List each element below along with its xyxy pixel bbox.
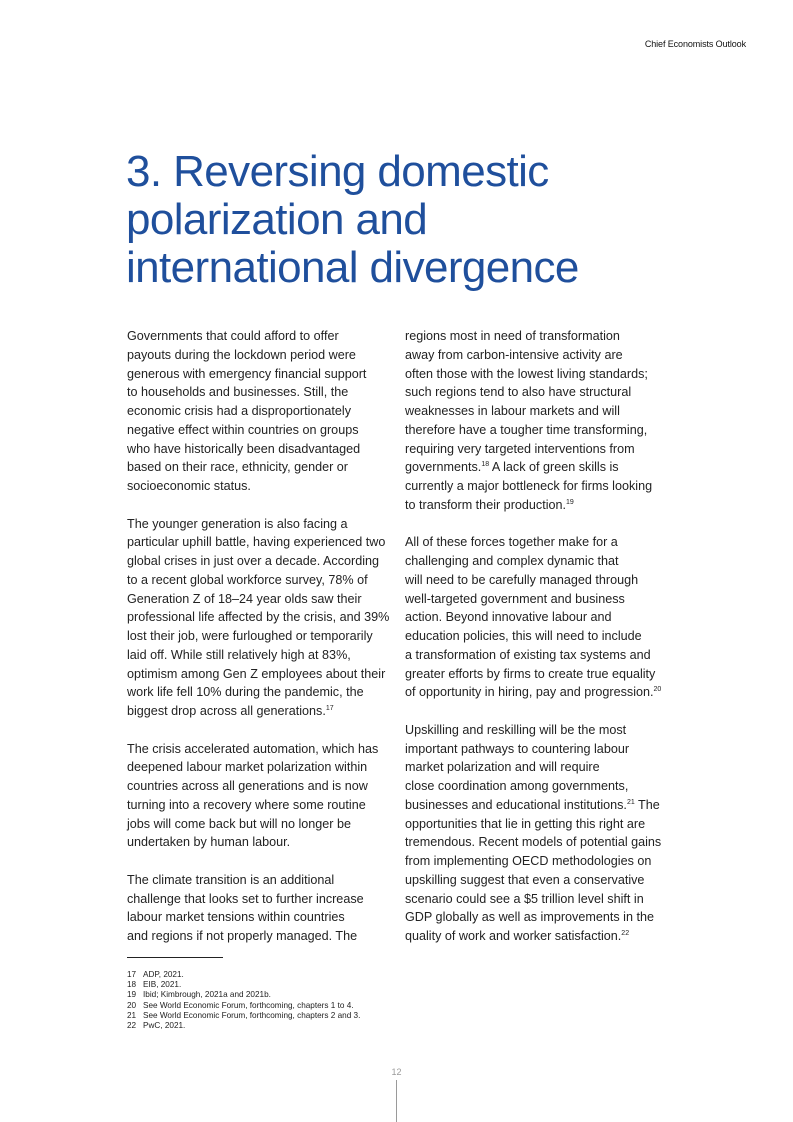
text-line xyxy=(405,683,675,702)
footnote-text: PwC, 2021. xyxy=(143,1021,186,1031)
text-line: All of these forces together make for a xyxy=(405,535,618,550)
footnotes xyxy=(127,970,360,1031)
footnote-text: See World Economic Forum, forthcoming, chapters 1 to 4. xyxy=(143,1000,354,1010)
text-fragment: quality of work and worker satisfaction. xyxy=(405,929,622,943)
footnote-ref-22[interactable]: 22 xyxy=(621,930,630,937)
paragraph-automation xyxy=(127,740,397,853)
paragraph-forces-together xyxy=(405,533,675,702)
footnote-text: ADP, 2021. xyxy=(143,970,184,979)
text-line: to a recent global workforce survey, 78% of xyxy=(127,572,368,587)
text-line: generous with emergency financial support xyxy=(127,366,367,381)
left-column xyxy=(127,327,397,965)
footnote-21 xyxy=(127,1011,360,1021)
text-line: and regions if not properly managed. The xyxy=(127,929,358,943)
text-line: away from carbon-intensive activity are xyxy=(405,347,623,362)
text-line: payouts during the lockdown period were xyxy=(127,347,356,362)
text-line: optimism among Gen Z employees about their xyxy=(127,666,386,681)
text-fragment: businesses and educational institutions. xyxy=(405,797,627,812)
text-line: upskilling suggest that even a conservative xyxy=(405,872,645,887)
page-number: 12 xyxy=(391,1067,402,1077)
text-line: global crises in just over a decade. According xyxy=(127,554,380,568)
footnote-18 xyxy=(127,980,360,990)
text-line: laid off. While still relatively high at 83%, xyxy=(127,647,351,662)
text-line: economic crisis had a disproportionately xyxy=(127,404,352,418)
text-line: important pathways to countering labour xyxy=(405,741,630,756)
text-line: GDP globally as well as improvements in the xyxy=(405,910,654,925)
text-line: to households and businesses. Still, the xyxy=(127,385,349,400)
footnote-number: 17 xyxy=(127,970,137,979)
text-line: scenario could see a $5 trillion level shift in xyxy=(405,891,644,906)
section-title-line: international divergence xyxy=(126,243,579,292)
footnote-20 xyxy=(127,1001,360,1011)
text-fragment: A lack of green skills is xyxy=(489,460,619,475)
text-line: The younger generation is also facing a xyxy=(127,516,348,531)
page-number-rule xyxy=(396,1080,397,1122)
text-line: Generation Z of 18–24 year olds saw their xyxy=(127,591,362,606)
footnote-number: 19 xyxy=(127,990,137,1000)
text-line: Upskilling and reskilling will be the most xyxy=(405,722,627,737)
text-line: who have historically been disadvantaged xyxy=(127,441,361,456)
footnote-text: See World Economic Forum, forthcoming, chapters 2 and 3. xyxy=(143,1010,361,1020)
text-fragment: governments. xyxy=(405,460,482,475)
text-fragment: The xyxy=(634,797,660,812)
text-line: market polarization and will require xyxy=(405,760,600,775)
text-line: therefore have a tougher time transforming, xyxy=(405,422,648,437)
text-fragment: to transform their production. xyxy=(405,497,566,512)
text-fragment: of opportunity in hiring, pay and progression. xyxy=(405,685,654,700)
footnote-number: 21 xyxy=(127,1010,137,1020)
text-line: from implementing OECD methodologies on xyxy=(405,854,652,868)
paragraph-climate-transition xyxy=(127,871,397,946)
footnote-17 xyxy=(127,970,360,980)
text-line: negative effect within countries on groups xyxy=(127,422,359,437)
right-column xyxy=(405,327,675,965)
footnote-ref-21[interactable]: 21 xyxy=(626,798,635,806)
footnote-ref-17[interactable]: 17 xyxy=(325,705,334,712)
text-line: will need to be carefully managed through xyxy=(405,572,639,587)
text-line: deepened labour market polarization within xyxy=(127,760,368,775)
footnote-text: Ibid; Kimbrough, 2021a and 2021b. xyxy=(143,990,271,1000)
text-line xyxy=(405,796,675,815)
footnote-number: 22 xyxy=(127,1021,137,1031)
text-line: a transformation of existing tax systems and xyxy=(405,647,651,662)
text-line: regions most in need of transformation xyxy=(405,329,620,343)
text-line: socioeconomic status. xyxy=(127,479,251,493)
running-header: Chief Economists Outlook xyxy=(644,39,746,49)
text-line: tremendous. Recent models of potential gains xyxy=(405,835,662,850)
footnote-ref-19[interactable]: 19 xyxy=(566,498,574,506)
footnote-divider xyxy=(127,957,223,958)
text-line: such regions tend to also have structural xyxy=(405,385,632,400)
text-line: education policies, this will need to include xyxy=(405,629,642,643)
text-line: based on their race, ethnicity, gender or xyxy=(127,460,348,475)
text-line: lost their job, were furloughed or temporarily xyxy=(127,629,373,643)
text-line: countries across all generations and is now xyxy=(127,779,368,793)
text-line: labour market tensions within countries xyxy=(127,910,345,925)
footnote-number: 18 xyxy=(127,980,137,990)
text-line xyxy=(405,496,675,515)
text-line xyxy=(127,702,397,721)
text-line: particular uphill battle, having experienced two xyxy=(127,535,386,550)
text-line: The crisis accelerated automation, which has xyxy=(127,741,379,756)
text-line: jobs will come back but will no longer be xyxy=(127,816,352,831)
paragraph-younger-generation xyxy=(127,515,397,721)
text-line: turning into a recovery where some routine xyxy=(127,797,366,812)
text-line: action. Beyond innovative labour and xyxy=(405,610,612,625)
text-line: challenge that looks set to further increase xyxy=(127,891,364,906)
text-line xyxy=(405,458,675,477)
text-line: opportunities that lie in getting this right are xyxy=(405,816,646,831)
footnote-22 xyxy=(127,1021,360,1031)
paragraph-upskilling xyxy=(405,721,675,946)
footnote-text: EIB, 2021. xyxy=(143,980,182,990)
footnote-number: 20 xyxy=(127,1000,137,1010)
paragraph-payouts xyxy=(127,327,397,496)
text-line: professional life affected by the crisis, and 39% xyxy=(127,610,390,625)
text-line: Governments that could afford to offer xyxy=(127,329,339,343)
footnote-ref-20[interactable]: 20 xyxy=(653,686,662,694)
text-line: currently a major bottleneck for firms looking xyxy=(405,479,653,493)
section-title-line: polarization and xyxy=(126,195,428,244)
text-line: often those with the lowest living standards; xyxy=(405,366,648,381)
section-title-line: 3. Reversing domestic xyxy=(126,147,549,196)
text-line: The climate transition is an additional xyxy=(127,872,335,887)
footnote-ref-18[interactable]: 18 xyxy=(481,461,490,469)
text-line: challenging and complex dynamic that xyxy=(405,554,619,568)
text-fragment: biggest drop across all generations. xyxy=(127,704,326,718)
text-line: close coordination among governments, xyxy=(405,779,629,793)
text-line xyxy=(405,927,675,946)
paragraph-regions xyxy=(405,327,675,515)
text-line: well-targeted government and business xyxy=(405,591,625,606)
text-line: weaknesses in labour markets and will xyxy=(405,404,620,418)
footnote-19 xyxy=(127,990,360,1000)
text-line: undertaken by human labour. xyxy=(127,835,291,850)
text-line: greater efforts by firms to create true equality xyxy=(405,666,656,681)
text-line: requiring very targeted interventions from xyxy=(405,441,635,456)
text-line: work life fell 10% during the pandemic, the xyxy=(127,685,364,700)
section-title xyxy=(126,148,746,292)
